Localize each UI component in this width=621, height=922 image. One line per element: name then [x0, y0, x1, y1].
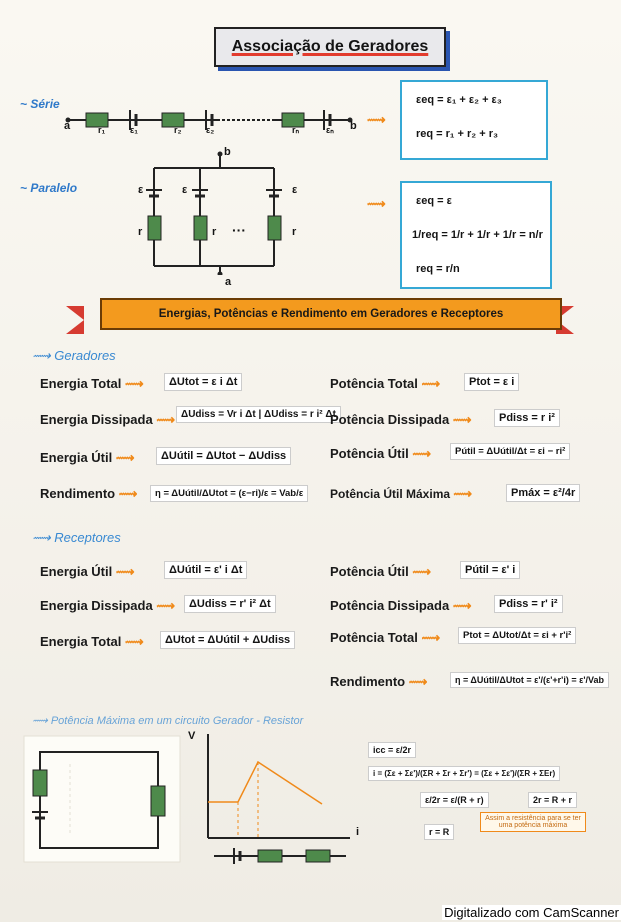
paralelo-r-label-3: r: [292, 226, 297, 238]
paralelo-dots: ···: [232, 222, 246, 238]
rec-energia-dissipada-formula: ΔUdiss = r' i² Δt: [184, 595, 276, 613]
paralelo-r-label-2: r: [212, 226, 217, 238]
paralelo-result-req-inv: 1/req = 1/r + 1/r + 1/r = n/r: [412, 229, 543, 241]
section-banner: Energias, Potências e Rendimento em Geradores e Receptores: [100, 298, 562, 330]
rec-energia-total: Energia Total ⟿: [40, 634, 144, 649]
ger-potencia-util-formula: Pútil = ΔUútil/Δt = εi − ri²: [450, 443, 570, 460]
paralelo-node-a: a: [225, 276, 232, 288]
maxima-bottom-circuit: [210, 842, 350, 870]
paralelo-circuit-diagram: [140, 150, 290, 275]
rec-rendimento: Rendimento ⟿: [330, 674, 428, 689]
maxima-formula-i: i = (Σε + Σε')/(ΣR + Σr + Σr') = (Σε + Σε')/(ΣR + ΣEr): [368, 766, 560, 781]
maxima-formula-equal: ε/2r = ε/(R + r): [420, 792, 489, 808]
banner-ribbon-left: [66, 306, 84, 334]
geradores-heading: ⟿ Geradores: [32, 348, 116, 363]
ger-energia-dissipada: Energia Dissipada ⟿: [40, 412, 175, 427]
ger-rendimento-formula: η = ΔUútil/ΔUtot = (ε−ri)/ε = Vab/ε: [150, 485, 308, 502]
maxima-note: Assim a resistência para se ter uma potência máxima: [480, 812, 586, 832]
arrow-icon: ⟿: [367, 112, 386, 127]
rec-potencia-dissipada-formula: Pdiss = r' i²: [494, 595, 563, 613]
maxima-formula-2r: 2r = R + r: [528, 792, 577, 808]
label-en: εₙ: [326, 125, 334, 135]
ger-potencia-util-maxima-formula: Pmáx = ε²/4r: [506, 484, 580, 502]
label-e1: ε₁: [130, 125, 138, 135]
rec-potencia-total-formula: Ptot = ΔUtot/Δt = εi + r'i²: [458, 627, 576, 644]
rec-energia-util-formula: ΔUútil = ε' i Δt: [164, 561, 247, 579]
paralelo-result-box: [400, 181, 552, 289]
label-rn: rₙ: [292, 125, 300, 135]
maxima-circuit-diagram: [22, 734, 182, 864]
label-r1: r₁: [98, 125, 106, 135]
rec-rendimento-formula: η = ΔUútil/ΔUtot = ε'/(ε'+r'i) = ε'/Vab: [450, 672, 609, 688]
paralelo-emf-label-1: ε: [138, 184, 144, 196]
serie-result-box: [400, 80, 548, 160]
paralelo-label: ~ Paralelo: [20, 181, 78, 195]
label-r2: r₂: [174, 125, 182, 135]
rec-energia-total-formula: ΔUtot = ΔUútil + ΔUdiss: [160, 631, 295, 649]
node-b-label: b: [350, 120, 357, 132]
arrow-icon: ⟿: [367, 196, 386, 211]
paralelo-emf-label-2: ε: [182, 184, 188, 196]
rec-potencia-util-formula: Pútil = ε' i: [460, 561, 520, 579]
ger-rendimento: Rendimento ⟿: [40, 486, 138, 501]
ger-energia-util: Energia Útil ⟿: [40, 450, 135, 465]
maxima-heading: ⟿ Potência Máxima em um circuito Gerador - Resistor: [32, 715, 304, 727]
node-a-label: a: [64, 120, 71, 132]
ger-potencia-dissipada: Potência Dissipada ⟿: [330, 412, 472, 427]
ger-potencia-total: Potência Total ⟿: [330, 376, 441, 391]
graph-axis-v: V: [188, 730, 196, 742]
serie-label: ~ Série: [20, 97, 60, 111]
ger-potencia-util: Potência Útil ⟿: [330, 446, 432, 461]
ger-energia-total-formula: ΔUtot = ε i Δt: [164, 373, 242, 391]
ger-potencia-util-maxima: Potência Útil Máxima ⟿: [330, 486, 473, 501]
rec-potencia-total: Potência Total ⟿: [330, 630, 441, 645]
maxima-formula-icc: icc = ε/2r: [368, 742, 416, 758]
paralelo-result-req: req = r/n: [416, 263, 460, 275]
rec-potencia-util: Potência Útil ⟿: [330, 564, 432, 579]
rec-potencia-dissipada: Potência Dissipada ⟿: [330, 598, 472, 613]
ger-potencia-dissipada-formula: Pdiss = r i²: [494, 409, 560, 427]
rec-energia-dissipada: Energia Dissipada ⟿: [40, 598, 175, 613]
maxima-graph: [200, 728, 360, 858]
graph-axis-i: i: [356, 826, 360, 838]
page-title: Associação de Geradores: [214, 27, 446, 67]
rec-energia-util: Energia Útil ⟿: [40, 564, 135, 579]
ger-energia-dissipada-formula: ΔUdiss = Vr i Δt | ΔUdiss = r i² Δt: [176, 406, 341, 423]
maxima-formula-r-equals-R: r = R: [424, 824, 454, 840]
footer-watermark: Digitalizado com CamScanner: [444, 905, 619, 920]
serie-result-eeq: εeq = ε₁ + ε₂ + ε₃: [416, 94, 502, 106]
label-e2: ε₂: [206, 125, 215, 135]
ger-energia-util-formula: ΔUútil = ΔUtot − ΔUdiss: [156, 447, 291, 465]
ger-energia-total: Energia Total ⟿: [40, 376, 144, 391]
serie-result-req: req = r₁ + r₂ + r₃: [416, 128, 499, 140]
paralelo-result-eeq: εeq = ε: [416, 195, 452, 207]
paralelo-emf-label-3: ε: [292, 184, 298, 196]
ger-potencia-total-formula: Ptot = ε i: [464, 373, 519, 391]
receptores-heading: ⟿ Receptores: [32, 530, 121, 545]
paralelo-r-label-1: r: [138, 226, 143, 238]
paralelo-node-b: b: [224, 146, 231, 158]
